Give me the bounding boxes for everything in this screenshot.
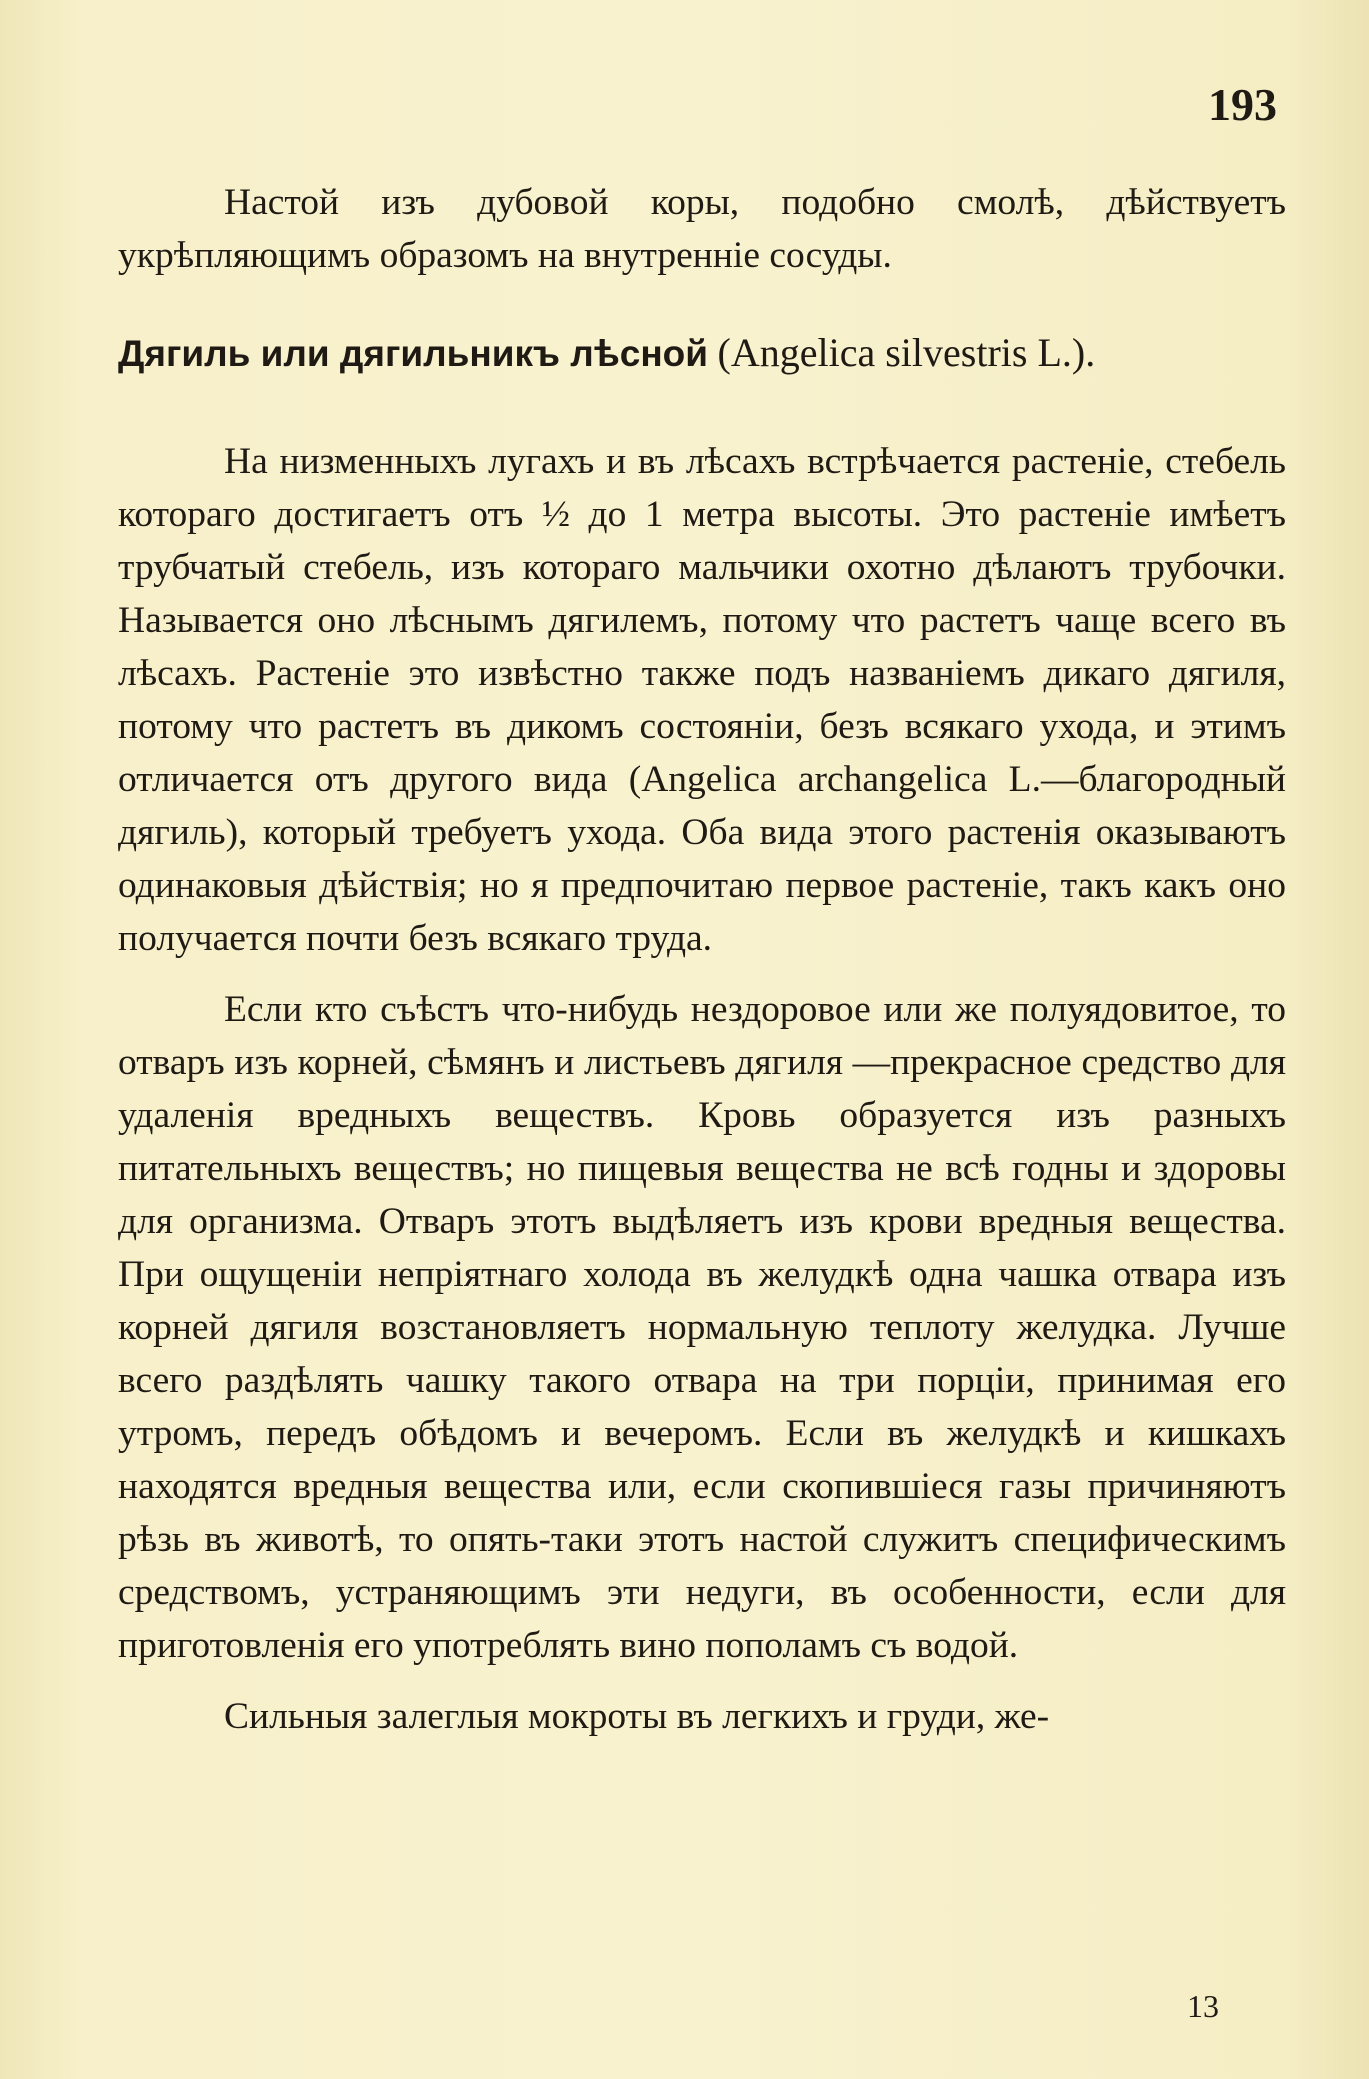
paragraph-description: На низменныхъ лугахъ и въ лѣсахъ встрѣчается растеніе, стебель котораго достигаетъ отъ ½ до 1 метра высоты. Это растеніе имѣетъ трубчатый стебель, изъ котораго мальчики охотно дѣлаютъ трубочки. Называется оно лѣснымъ дягилемъ, потому что растетъ чаще всего въ лѣсахъ. Растеніе это извѣстно также подъ названіемъ дикаго дягиля, потому что растетъ въ дикомъ состояніи, безъ всякаго ухода, и этимъ отличается отъ другого вида (Angelica archangelica L.—благородный дягиль), который требуетъ ухода. Оба вида этого растенія оказываютъ одинаковыя дѣйствія; но я предпочитаю первое растеніе, такъ какъ оно получается почти безъ всякаго труда.: [118, 441, 1286, 959]
page-number: 193: [1208, 79, 1277, 130]
paragraph-oak-bark: Настой изъ дубовой коры, подобно смолѣ, дѣйствуетъ укрѣпляющимъ образомъ на внутренніе сосуды.: [118, 182, 1286, 276]
paragraph-continued: Сильныя залеглыя мокроты въ легкихъ и груди, же-: [224, 1696, 1050, 1737]
paragraph-uses: Если кто съѣстъ что-нибудь нездоровое или же полуядовитое, то отваръ изъ корней, сѣмянъ и листьевъ дягиля —прекрасное средство для удаленія вредныхъ веществъ. Кровь образуется изъ разныхъ питательныхъ веществъ; но пищевыя вещества не всѣ годны и здоровы для организма. Отваръ этотъ выдѣляетъ изъ крови вредныя вещества. При ощущеніи непріятнаго холода въ желудкѣ одна чашка отвара изъ корней дягиля возстановляетъ нормальную теплоту желудка. Лучше всего раздѣлять чашку такого отвара на три порціи, принимая его утромъ, передъ обѣдомъ и вечеромъ. Если въ желудкѣ и кишкахъ находятся вредныя вещества или, если скопившіеся газы причиняютъ рѣзь въ животѣ, то опять-таки этотъ настой служитъ специфическимъ средствомъ, устраняющимъ эти недуги, въ особенности, если для приготовленія его употреблять вино пополамъ съ водой.: [118, 989, 1286, 1666]
section-heading: [118, 328, 1286, 379]
signature-mark: 13: [1187, 1988, 1219, 2024]
heading-russian-name: Дягиль или дягильникъ лѣсной: [118, 333, 709, 374]
page-body: [118, 176, 1286, 1761]
heading-latin-name: (Angelica silvestris L.).: [717, 330, 1096, 375]
